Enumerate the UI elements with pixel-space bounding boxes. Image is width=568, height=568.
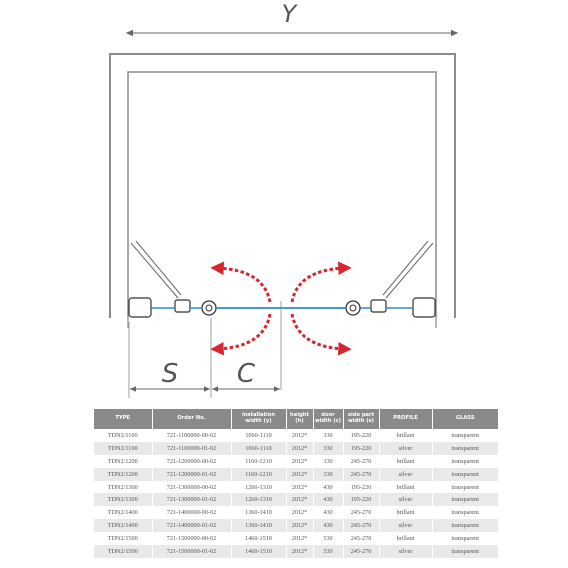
- cell-side: 245-270: [343, 455, 379, 468]
- cell-type: TDN2/1200: [94, 455, 152, 468]
- cell-side: 245-270: [343, 532, 379, 545]
- cell-side: 195-220: [343, 493, 379, 506]
- cell-type: TDN2/1300: [94, 493, 152, 506]
- cell-order: 721-1500000-01-02: [152, 545, 231, 558]
- cell-side: 195-220: [343, 429, 379, 442]
- cell-installation: 1060-1110: [231, 429, 286, 442]
- side-and-door-dimensions: [129, 318, 280, 398]
- cell-type: TDN2/1400: [94, 506, 152, 519]
- cell-installation: 1460-1510: [231, 545, 286, 558]
- enclosure-walls: [110, 54, 455, 328]
- cell-profile: silver: [379, 442, 432, 455]
- header-height: height (h): [286, 409, 313, 429]
- table-row: [94, 429, 498, 442]
- cell-type: TDN2/1100: [94, 429, 152, 442]
- cell-profile: silver: [379, 519, 432, 532]
- cell-door: 430: [313, 506, 343, 519]
- cell-order: 721-1300000-00-02: [152, 481, 231, 494]
- cell-glass: transparent: [432, 455, 498, 468]
- cell-profile: silver: [379, 468, 432, 481]
- cell-type: TDN2/1500: [94, 532, 152, 545]
- cell-profile: brillant: [379, 429, 432, 442]
- cell-type: TDN2/1300: [94, 481, 152, 494]
- cell-height: 2012*: [286, 442, 313, 455]
- cell-installation: 1360-1410: [231, 519, 286, 532]
- cell-height: 2012*: [286, 545, 313, 558]
- cell-type: TDN2/1400: [94, 519, 152, 532]
- cell-glass: transparent: [432, 532, 498, 545]
- cell-glass: transparent: [432, 519, 498, 532]
- header-side: side part width (s): [343, 409, 379, 429]
- table-row: [94, 532, 498, 545]
- cell-height: 2012*: [286, 532, 313, 545]
- cell-profile: brillant: [379, 481, 432, 494]
- cell-door: 430: [313, 481, 343, 494]
- cell-glass: transparent: [432, 506, 498, 519]
- cell-order: 721-1200000-01-02: [152, 468, 231, 481]
- cell-order: 721-1500000-00-02: [152, 532, 231, 545]
- cell-type: TDN2/1100: [94, 442, 152, 455]
- cell-door: 330: [313, 468, 343, 481]
- header-order: Order No.: [152, 409, 231, 429]
- side-width-label: S: [161, 359, 179, 389]
- table-row: [94, 493, 498, 506]
- cell-glass: transparent: [432, 493, 498, 506]
- cell-door: 330: [313, 429, 343, 442]
- cell-glass: transparent: [432, 481, 498, 494]
- right-side-panel: [360, 241, 435, 317]
- header-glass: GLASS: [432, 409, 498, 429]
- table-header-row: [94, 409, 498, 429]
- cell-glass: transparent: [432, 545, 498, 558]
- cell-installation: 1160-1210: [231, 455, 286, 468]
- cell-height: 2012*: [286, 493, 313, 506]
- cell-height: 2012*: [286, 468, 313, 481]
- cell-side: 195-220: [343, 442, 379, 455]
- cell-profile: silver: [379, 493, 432, 506]
- table-row: [94, 468, 498, 481]
- table-row: [94, 442, 498, 455]
- right-hinge: [346, 301, 360, 315]
- width-label: Y: [281, 0, 297, 28]
- cell-height: 2012*: [286, 519, 313, 532]
- cell-installation: 1060-1110: [231, 442, 286, 455]
- cell-profile: brillant: [379, 532, 432, 545]
- cell-side: 195-220: [343, 481, 379, 494]
- cell-door: 330: [313, 442, 343, 455]
- cell-glass: transparent: [432, 442, 498, 455]
- cell-type: TDN2/1200: [94, 468, 152, 481]
- header-profile: PROFILE: [379, 409, 432, 429]
- cell-installation: 1360-1410: [231, 506, 286, 519]
- cell-profile: brillant: [379, 455, 432, 468]
- cell-order: 721-1400000-01-02: [152, 519, 231, 532]
- cell-type: TDN2/1500: [94, 545, 152, 558]
- cell-order: 721-1200000-00-02: [152, 455, 231, 468]
- cell-profile: brillant: [379, 506, 432, 519]
- cell-side: 245-270: [343, 545, 379, 558]
- cell-order: 721-1400000-00-02: [152, 506, 231, 519]
- table-body: [94, 429, 498, 558]
- header-door: door width (c): [313, 409, 343, 429]
- cell-door: 330: [313, 455, 343, 468]
- cell-height: 2012*: [286, 481, 313, 494]
- cell-height: 2012*: [286, 506, 313, 519]
- header-installation: installation width (y): [231, 409, 286, 429]
- cell-door: 530: [313, 545, 343, 558]
- cell-height: 2012*: [286, 429, 313, 442]
- cell-side: 245-270: [343, 519, 379, 532]
- spec-table: [94, 409, 498, 558]
- table-row: [94, 545, 498, 558]
- cell-glass: transparent: [432, 468, 498, 481]
- cell-side: 245-270: [343, 506, 379, 519]
- door-width-label: C: [236, 359, 256, 389]
- cell-glass: transparent: [432, 429, 498, 442]
- left-hinge: [202, 301, 216, 315]
- cell-order: 721-1100000-00-02: [152, 429, 231, 442]
- cell-profile: silver: [379, 545, 432, 558]
- cell-door: 430: [313, 493, 343, 506]
- table-row: [94, 481, 498, 494]
- cell-installation: 1460-1510: [231, 532, 286, 545]
- cell-height: 2012*: [286, 455, 313, 468]
- cell-installation: 1260-1310: [231, 493, 286, 506]
- header-type: TYPE: [94, 409, 152, 429]
- cell-order: 721-1100000-01-02: [152, 442, 231, 455]
- width-dimension: [126, 0, 458, 36]
- cell-installation: 1260-1310: [231, 481, 286, 494]
- table-row: [94, 506, 498, 519]
- table-row: [94, 519, 498, 532]
- cell-door: 430: [313, 519, 343, 532]
- cell-order: 721-1300000-01-02: [152, 493, 231, 506]
- table-row: [94, 455, 498, 468]
- cell-door: 530: [313, 532, 343, 545]
- cell-installation: 1160-1210: [231, 468, 286, 481]
- left-side-panel: [129, 241, 201, 317]
- cell-side: 245-270: [343, 468, 379, 481]
